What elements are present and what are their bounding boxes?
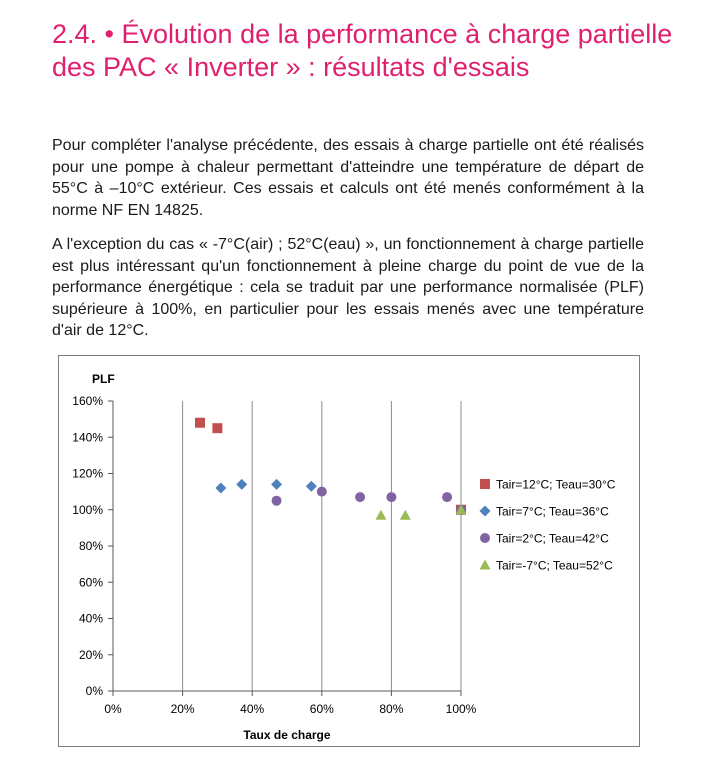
x-tick-label: 40% [240, 702, 265, 716]
legend-label: Tair=7°C; Teau=36°C [496, 504, 609, 519]
legend-label: Tair=2°C; Teau=42°C [496, 531, 609, 546]
y-tick-label: 20% [78, 647, 103, 662]
data-point [386, 492, 396, 502]
legend-marker [480, 506, 491, 517]
legend-marker [480, 533, 490, 543]
y-tick-label: 40% [78, 611, 103, 626]
x-tick-label: 20% [170, 702, 195, 716]
x-tick-label: 0% [104, 702, 122, 716]
paragraph-results: A l'exception du cas « -7°C(air) ; 52°C(eau) », un fonctionnement à charge partielle est plus intéressant qu'un fonctionnement à pleine charge du point de vue de la performance énergétique : cela se traduit par une performance normalisée (PLF) supérieure à 100%, en particulier pour les essais menés avec une température d'air de 12°C. [52, 236, 644, 339]
x-tick-label: 100% [445, 702, 477, 716]
y-tick-label: 80% [78, 539, 103, 553]
y-tick-label: 0% [85, 684, 103, 698]
data-point [400, 510, 411, 520]
data-point [212, 423, 222, 433]
data-point [355, 492, 365, 502]
y-tick-label: 160% [72, 394, 103, 408]
data-point [195, 418, 205, 428]
y-axis-title: PLF [92, 372, 115, 386]
data-point [375, 510, 386, 520]
chart-frame [58, 355, 640, 747]
y-tick-label: 60% [78, 575, 103, 590]
data-point [236, 479, 247, 490]
data-point [317, 487, 327, 497]
plf-scatter-chart [59, 356, 639, 746]
section-title: 2.4. • Évolution de la performance à charge partielle des PAC « Inverter » : résultats d'essais [52, 19, 673, 82]
legend-label: Tair=12°C; Teau=30°C [496, 477, 616, 492]
x-tick-label: 80% [379, 702, 404, 716]
y-tick-label: 120% [72, 466, 103, 481]
data-point [271, 479, 282, 490]
data-point [215, 483, 226, 494]
data-point [306, 481, 317, 492]
legend-marker [480, 560, 491, 570]
paragraph-intro: Pour compléter l'analyse précédente, des essais à charge partielle ont été réalisés pour une pompe à chaleur permettant d'atteindre une température de départ de 55°C à –10°C extérieur. Ces essais et calculs ont été menés conformément à la norme NF EN 14825. [52, 137, 644, 219]
y-tick-label: 100% [72, 502, 103, 517]
data-point [442, 492, 452, 502]
x-axis-title: Taux de charge [243, 728, 331, 742]
legend-marker [480, 479, 490, 489]
x-tick-label: 60% [309, 702, 334, 716]
data-point [272, 496, 282, 506]
legend-label: Tair=-7°C; Teau=52°C [496, 558, 613, 573]
y-tick-label: 140% [72, 430, 103, 445]
